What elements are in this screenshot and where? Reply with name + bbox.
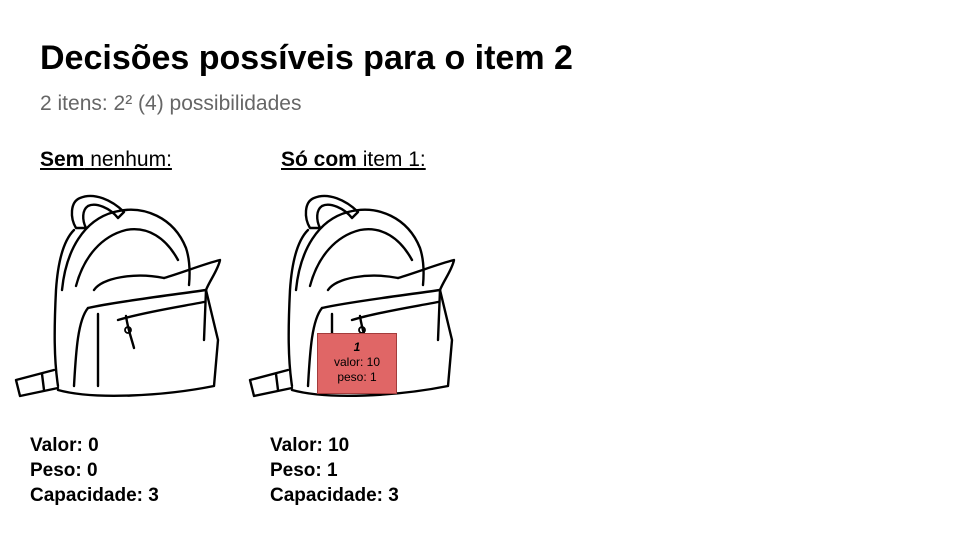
item-valor: valor: 10 [333,355,381,369]
stat-valor: Valor: 0 [30,435,99,456]
case-heading-bold: Sem [40,148,85,171]
case-heading-item1 [281,147,426,172]
stats-item1 [270,433,399,508]
item-1-box [317,333,397,394]
case-heading-bold: Só com [281,148,357,171]
item-peso: peso: 1 [337,370,377,384]
backpack-icon [14,190,224,410]
case-heading-rest: item 1: [356,148,426,171]
item-number: 1 [353,340,361,354]
case-heading-rest: nenhum: [84,148,172,171]
stat-valor: Valor: 10 [270,435,350,456]
slide-title: Decisões possíveis para o item 2 [40,39,573,77]
stat-peso: Peso: 1 [270,460,338,481]
stats-none [30,433,159,508]
case-heading-none [40,147,172,172]
stat-capacidade: Capacidade: 3 [270,485,399,506]
stat-capacidade: Capacidade: 3 [30,485,159,506]
stat-peso: Peso: 0 [30,460,98,481]
slide-subtitle: 2 itens: 2² (4) possibilidades [40,92,302,115]
